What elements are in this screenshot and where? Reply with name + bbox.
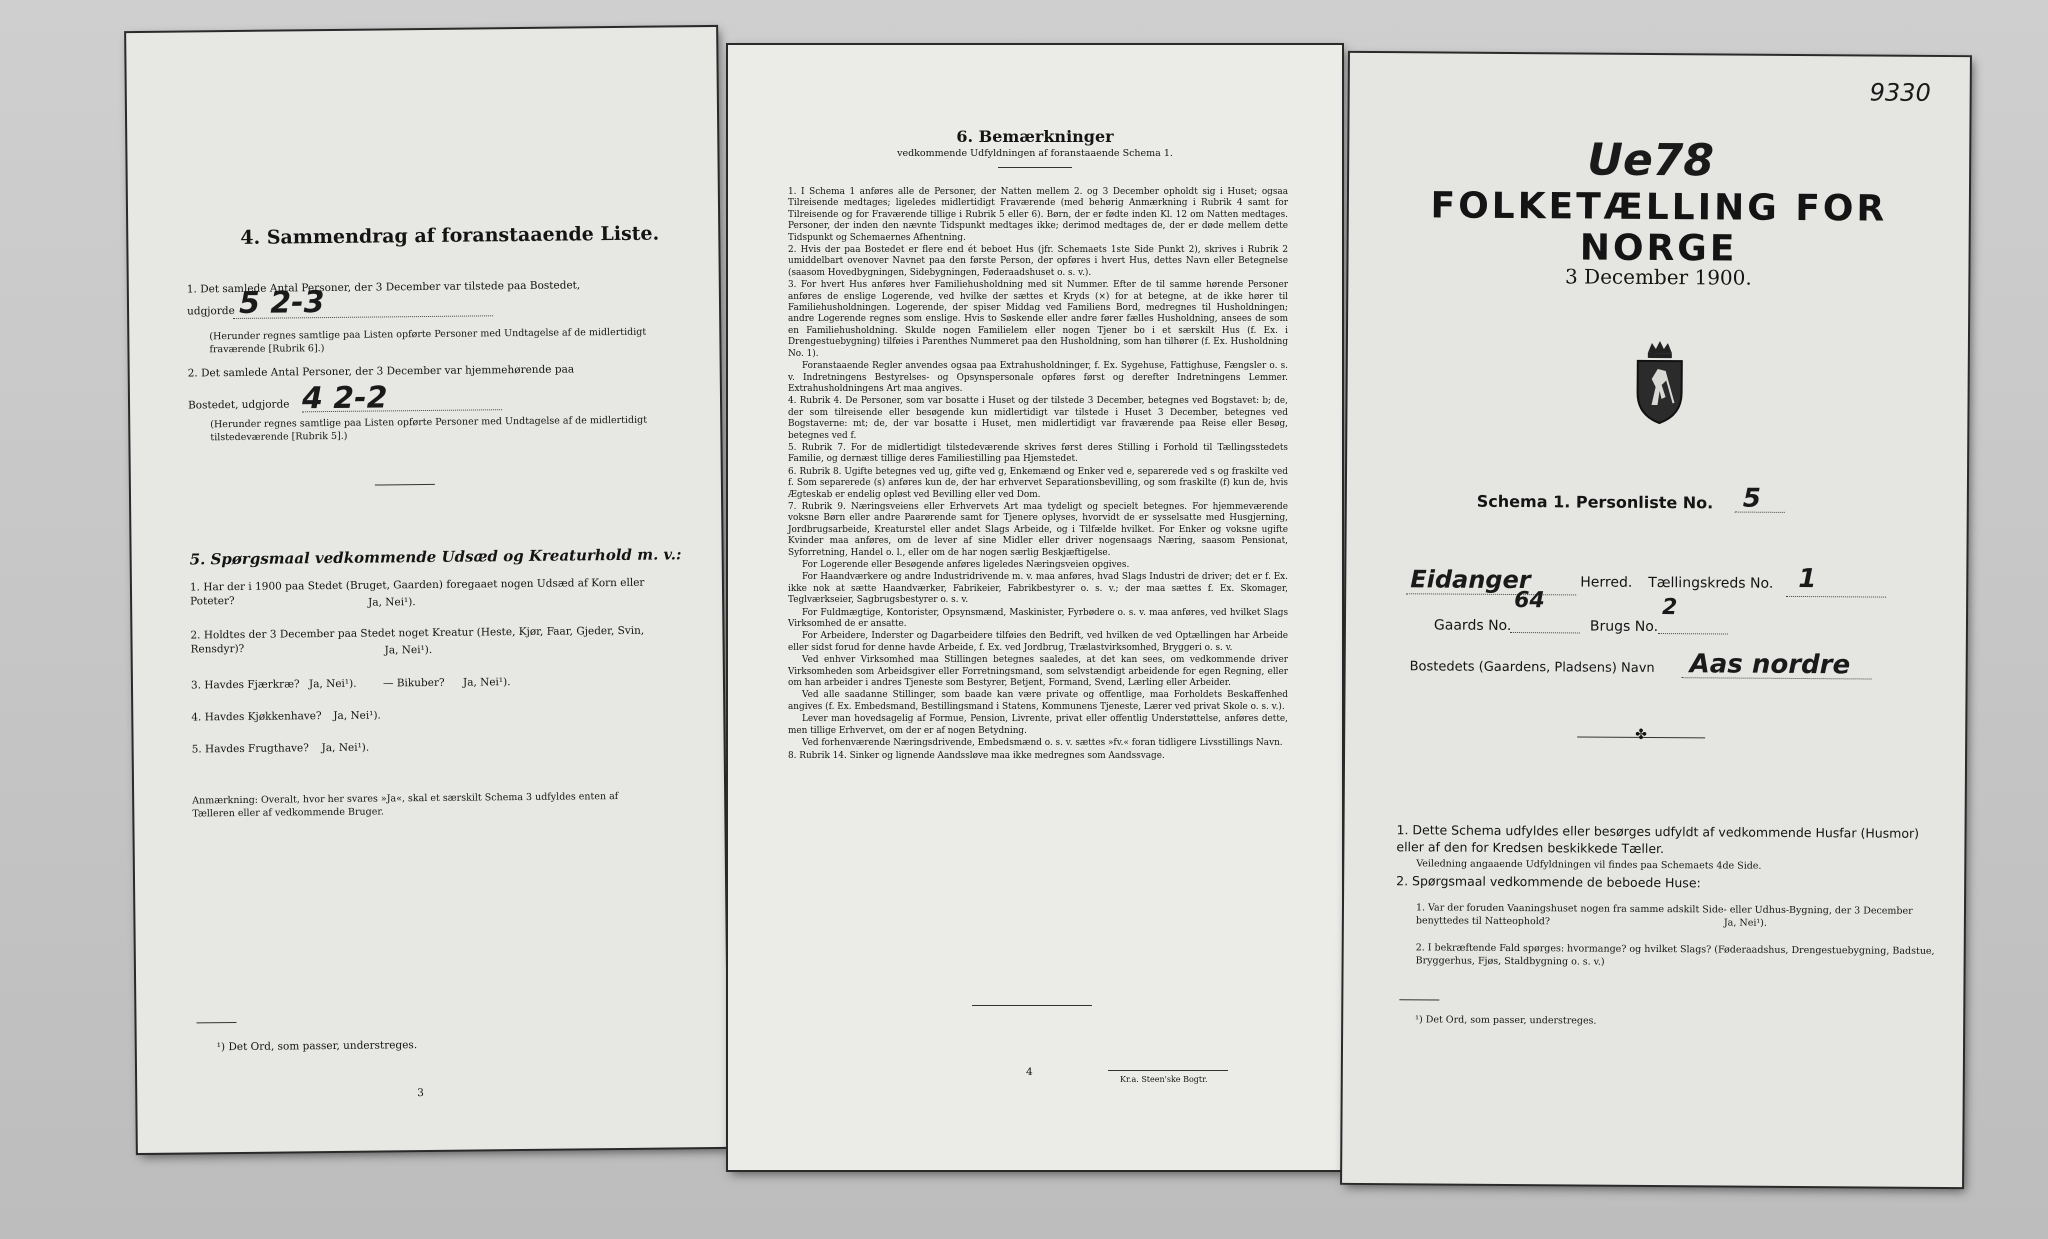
remark-paragraph: 7. Rubrik 9. Næringsveiens eller Erhvervets Art maa tydeligt og specielt betegnes. For hjemmeværende voksne Børn eller andre Paarørende samt for Tjenere oplyses, hvorvidt de er sysselsatte med Husgjerning, Jordbrugsarbeide, Kreaturstel eller andet Slags Arbeide, og i Tilfælde hvilket. For Enker og voksne ugifte Kvinder maa anføres, om de lever af sine Midler eller driver nogensaags Næring, saasom Pensionat, Syforretning, Handel o. l., eller om de har nogen særlig Beskjæftigelse. bbox=[788, 501, 1288, 558]
herred-value: Eidanger bbox=[1410, 565, 1531, 595]
remark-paragraph: 3. For hvert Hus anføres hver Familiehusholdning med sit Nummer. Efter de til samme hørende Personer anføres de enslige Logerende, ved hvilke der sættes et Kryds (×) for at betegne, at de ikke hører til Familiehusholdningen. Logerende, der spiser Middag ved Familiens Bord, medregnes til Husholdningen; andre Logerende regnes som enslige. Hvis to Søskende eller andre fører fælles Husholdning, ansees de som en Familiehusholdning. Skulde nogen Familielem eller nogen Tjener bo i et særskilt Hus (f. Ex. i Drengestuebygning) tilføies i Parenthes Nummeret paa den Husholdning, som han tilhører (f. Ex. Husholdning No. 1). bbox=[788, 280, 1288, 359]
q3b-text: — Bikuber? bbox=[382, 676, 445, 690]
norway-coat-of-arms-icon bbox=[1631, 339, 1688, 425]
footnote: ¹) Det Ord, som passer, understreges. bbox=[216, 1039, 418, 1054]
remark-paragraph: 6. Rubrik 8. Ugifte betegnes ved ug, gifte ved g, Enkemænd og Enker ved e, separerede ved s og fraskilte ved f. Som separerede (s) anføres kun de, der har erhvervet Separationsbevilling, og som fraskilte (f) kun de, hvis Ægteskab er endelig opløst ved Bevilling eller ved Dom. bbox=[788, 466, 1288, 500]
printer-rule bbox=[1108, 1070, 1228, 1071]
item2-value: 4 2-2 bbox=[301, 380, 388, 417]
section4-title: 4. Sammendrag af foranstaaende Liste. bbox=[240, 222, 660, 249]
brugs-value: 2 bbox=[1661, 595, 1678, 621]
instruction-2: 2. Spørgsmaal vedkommende de beboede Huse: bbox=[1396, 873, 1701, 891]
remark-paragraph: 1. I Schema 1 anføres alle de Personer, der Natten mellem 2. og 3 December opholdt sig i Huset; ogsaa Tilreisende medtages; ligeledes midlertidigt Fraværende (med behørig Anmærkning i Rubrik 4 samt for Tilreisende og for Fraværende tillige i Rubrik 5 eller 6). Børn, der er fødte inden Kl. 12 om Natten medtages. Personer, der inden den nævnte Tidspunkt medtages ikke; derimod medtages de, der er døde mellem dette Tidspunkt og Schemaernes Afhentning. bbox=[788, 187, 1288, 243]
herred-dotline bbox=[1406, 593, 1576, 595]
bosted-value: Aas nordre bbox=[1689, 649, 1851, 681]
section5-title: 5. Spørgsmaal vedkommende Udsæd og Kreaturhold m. v.: bbox=[189, 545, 682, 569]
end-rule bbox=[972, 1005, 1092, 1006]
remark-paragraph: 5. Rubrik 7. For de midlertidigt tilstedeværende skrives først deres Stilling i Forhold til Tællingsstedets Familie, og dernæst tillige deres Familiestilling paa Hjemstedet. bbox=[788, 442, 1288, 465]
q1-answer: Ja, Nei¹). bbox=[368, 596, 416, 609]
right-page bbox=[1342, 53, 1970, 1187]
ornament-icon: ✤ bbox=[1635, 726, 1647, 743]
brugs-label: Brugs No. bbox=[1589, 618, 1659, 636]
remarks-body bbox=[788, 187, 1288, 763]
gaards-value: 64 bbox=[1514, 588, 1545, 614]
instruction-2-1: 1. Var der foruden Vaaningshuset nogen fra samme adskilt Side- eller Udhus-Bygning, der 3 December benyttedes til Natteophold? bbox=[1415, 902, 1913, 928]
title-rule bbox=[998, 167, 1072, 168]
instruction-1: 1. Dette Schema udfyldes eller besørges udfyldt af vedkommende Husfar (Husmor) eller af den for Kredsen beskikkede Tæller. bbox=[1396, 822, 1920, 857]
remark-paragraph: 4. Rubrik 4. De Personer, som var bosatte i Huset og der tilstede 3 December, betegnes ved Bogstavet: b; de, der som tilreisende eller besøgende kun midlertidigt var tilstede i Huset 3 December, betegnes ved Bogstaverne: mt; de, der var bosatte i Huset, men midlertidigt var fraværende paa Reise eller Besøg, betegnes ved f. bbox=[788, 396, 1288, 441]
instruction-2-2: 2. I bekræftende Fald spørges: hvormange? og hvilket Slags? (Føderaadshus, Drengestuebygning, Badstue, Bryggerhus, Fjøs, Staldbygning o. s. v.) bbox=[1415, 942, 1935, 968]
remark-paragraph: For Arbeidere, Inderster og Dagarbeidere tilføies den Bedrift, ved hvilken de ved Optællingen har Arbeide eller sidst forud for denne havde Arbeide, f. Ex. ved Jordbrug, Trælastvirksomhed, Bryggeri o. s. v. bbox=[788, 631, 1288, 653]
instruction-1-sub: Veiledning angaaende Udfyldningen vil findes paa Schemaets 4de Side. bbox=[1416, 858, 1762, 872]
q5-text: 5. Havdes Frugthave? bbox=[191, 742, 309, 756]
q3-text: 3. Havdes Fjærkræ? bbox=[190, 678, 300, 692]
remark-paragraph: For Haandværkere og andre Industridrivende m. v. maa anføres, hvad Slags Industri de driver; det er f. Ex. ikke nok at sætte Haandværker, Fabrikeier, Fabrikbestyrer o. s. v.; der maa sættes f. Ex. Skomager, Teglværkseier, Sagbrugsbestyrer o. s. v. bbox=[788, 572, 1288, 606]
census-date: 3 December 1900. bbox=[1564, 264, 1752, 290]
q2-text: 2. Holdtes der 3 December paa Stedet noget Kreatur (Heste, Kjør, Faar, Gjeder, Svin, Rensdyr)? bbox=[190, 624, 645, 656]
kreds-dotline bbox=[1786, 596, 1886, 598]
item1-text: 1. Det samlede Antal Personer, der 3 December var tilstede paa Bostedet, bbox=[186, 279, 581, 296]
item1-udgjorde: udgjorde bbox=[187, 304, 235, 318]
corner-number: 9330 bbox=[1869, 78, 1931, 107]
anmerkning: Anmærkning: Overalt, hvor her svares »Ja«, skal et særskilt Schema 3 udfyldes enten af Tælleren eller af vedkommende Bruger. bbox=[192, 791, 619, 820]
census-title: FOLKETÆLLING FOR NORGE bbox=[1430, 185, 1888, 270]
remark-paragraph: Ved alle saadanne Stillinger, som baade kan være private og offentlige, maa Forholdets Beskaffenhed angives (f. Ex. Embedsmand, Bestillingsmand i Statens, Kommunens Tjeneste, Lærer ved privat Skole o. s. v.). bbox=[788, 690, 1288, 712]
herred-label: Herred. bbox=[1580, 574, 1633, 591]
bosted-label: Bostedets (Gaardens, Pladsens) Navn bbox=[1409, 659, 1655, 676]
item2-note: (Herunder regnes samtlige paa Listen opførte Personer med Undtagelse af de midlertidigt tilstedeværende [Rubrik 5].) bbox=[210, 414, 648, 444]
q3b-answer: Ja, Nei¹). bbox=[462, 676, 511, 689]
schema-label: Schema 1. Personliste No. bbox=[1476, 491, 1714, 513]
footnote-rule bbox=[1399, 999, 1439, 1000]
remark-paragraph: 8. Rubrik 14. Sinker og lignende Aandssløve maa ikke medregnes som Aandssvage. bbox=[788, 750, 1165, 761]
remark-paragraph: Ved enhver Virksomhed maa Stillingen betegnes saaledes, at det kan sees, om vedkommende driver Virksomheden som Arbeidsgiver eller Forretningsmand, som selvstændigt arbeidende for egen Regning, eller om han arbeider i andres Tjeneste som Bestyrer, Betjent, Formand, Svend, Lærling eller Arbeider. bbox=[788, 655, 1288, 689]
gaards-label: Gaards No. bbox=[1433, 617, 1512, 634]
printer-imprint: Kr.a. Steen'ske Bogtr. bbox=[1120, 1075, 1208, 1084]
schema-number: 5 bbox=[1742, 483, 1762, 514]
item2-bostedet: Bostedet, udgjorde bbox=[187, 398, 290, 412]
page-number: 3 bbox=[417, 1087, 425, 1100]
left-page bbox=[126, 27, 728, 1153]
q4-text: 4. Havdes Kjøkkenhave? bbox=[191, 710, 322, 724]
gaards-dotline bbox=[1510, 632, 1580, 633]
q4-answer: Ja, Nei¹). bbox=[333, 709, 381, 722]
remark-paragraph: Foranstaaende Regler anvendes ogsaa paa Extrahusholdninger, f. Ex. Sygehuse, Fattighuse, Fængsler o. s. v. Indretningens Bestyrelses- og Opsynspersonale opføres først og derefter Indretningens Lemmer. Extrahusholdningens Art maa angives. bbox=[788, 361, 1288, 394]
kreds-value: 1 bbox=[1798, 563, 1817, 595]
divider bbox=[375, 484, 435, 486]
instruction-2-1-answer: Ja, Nei¹). bbox=[1723, 917, 1767, 929]
kreds-label: Tællingskreds No. bbox=[1648, 574, 1774, 592]
item2-text: 2. Det samlede Antal Personer, der 3 December var hjemmehørende paa bbox=[187, 363, 575, 380]
remark-paragraph: Ved forhenværende Næringsdrivende, Embedsmænd o. s. v. sættes »fv.« foran tidligere Livsstillings Navn. bbox=[802, 738, 1283, 749]
footnote: ¹) Det Ord, som passer, understreges. bbox=[1415, 1014, 1597, 1027]
remarks-subtitle: vedkommende Udfyldningen af foranstaaende Schema 1. bbox=[897, 148, 1173, 159]
q2-answer: Ja, Nei¹). bbox=[384, 643, 433, 657]
hand-code: Ue78 bbox=[1587, 134, 1715, 187]
page-number: 4 bbox=[1026, 1066, 1033, 1078]
q3-answer: Ja, Nei¹). bbox=[308, 677, 357, 691]
item1-value: 5 2-3 bbox=[238, 285, 325, 321]
remarks-title: 6. Bemærkninger bbox=[956, 127, 1114, 146]
middle-page bbox=[728, 45, 1342, 1170]
item1-note: (Herunder regnes samtlige paa Listen opførte Personer med Undtagelse af de midlertidigt fraværende [Rubrik 6].) bbox=[209, 326, 647, 356]
brugs-dotline bbox=[1658, 633, 1728, 634]
remark-paragraph: For Logerende eller Besøgende anføres ligeledes Næringsveien opgives. bbox=[802, 560, 1130, 570]
remark-paragraph: 2. Hvis der paa Bostedet er flere end ét beboet Hus (jfr. Schemaets 1ste Side Punkt 2), skrives i Rubrik 2 umiddelbart ovenover Navnet paa den første Person, der opføres i hvert Hus, dettes Navn eller Betegnelse (saasom Hovedbygningen, Sidebygningen, Føderaadshuset o. s. v.). bbox=[788, 245, 1288, 278]
q5-answer: Ja, Nei¹). bbox=[321, 741, 370, 755]
remark-paragraph: For Fuldmægtige, Kontorister, Opsynsmænd, Maskinister, Fyrbødere o. s. v. maa anføres, ved hvilket Slags Virksomhed de er ansatte. bbox=[788, 607, 1288, 630]
footnote-rule bbox=[197, 1022, 237, 1023]
q1-text: 1. Har der i 1900 paa Stedet (Bruget, Gaarden) foregaaet nogen Udsæd af Korn eller Poteter? bbox=[189, 576, 645, 608]
remark-paragraph: Lever man hovedsagelig af Formue, Pension, Livrente, privat eller offentlig Understøttelse, anføres dette, men tillige Erhvervet, om der er af nogen Betydning. bbox=[788, 714, 1288, 736]
